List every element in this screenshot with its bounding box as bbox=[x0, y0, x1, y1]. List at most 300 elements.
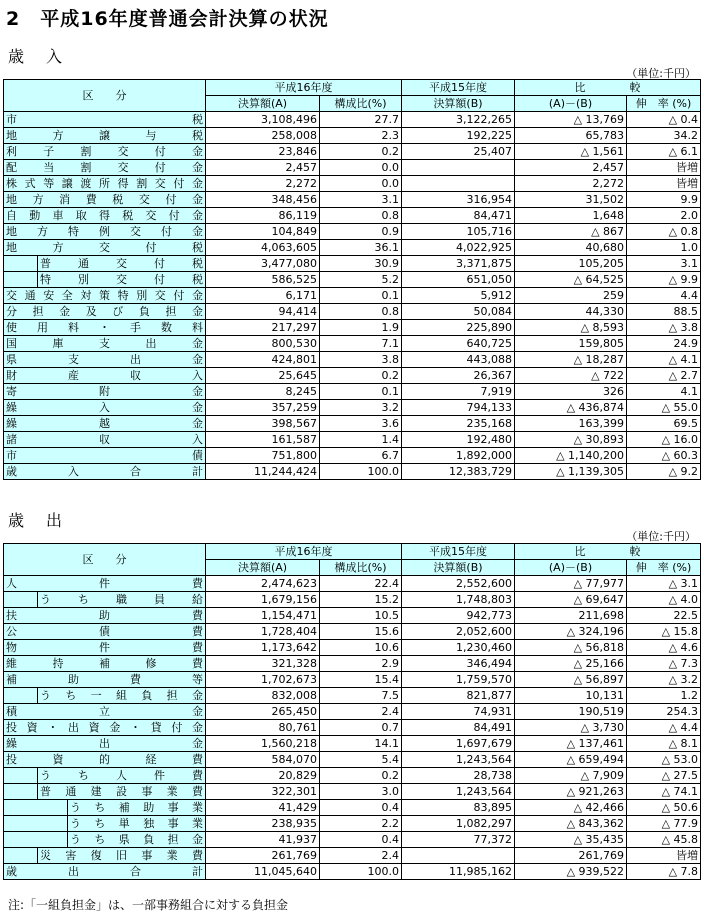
growth-cell: △ 0.8 bbox=[627, 224, 701, 240]
table-row bbox=[4, 784, 701, 800]
amount-b-cell: 1,082,297 bbox=[402, 816, 515, 832]
amount-a-header: 決算額(A) bbox=[206, 560, 320, 576]
row-label: 分担金及び負担金 bbox=[4, 304, 206, 320]
growth-cell: △ 9.9 bbox=[627, 272, 701, 288]
growth-cell: △ 27.5 bbox=[627, 768, 701, 784]
table-row bbox=[4, 208, 701, 224]
amount-a-cell: 1,154,471 bbox=[206, 608, 320, 624]
growth-cell: △ 77.9 bbox=[627, 816, 701, 832]
amount-b-cell bbox=[402, 848, 515, 864]
growth-cell: △ 50.6 bbox=[627, 800, 701, 816]
amount-a-cell: 1,702,673 bbox=[206, 672, 320, 688]
ratio-cell: 10.5 bbox=[320, 608, 402, 624]
diff-cell: △ 13,769 bbox=[515, 112, 627, 128]
diff-cell: 163,399 bbox=[515, 416, 627, 432]
ratio-cell: 10.6 bbox=[320, 640, 402, 656]
indent-spacer bbox=[4, 592, 38, 608]
fy16-header: 平成16年度 bbox=[206, 544, 402, 560]
diff-cell: 2,457 bbox=[515, 160, 627, 176]
amount-a-cell: 6,171 bbox=[206, 288, 320, 304]
amount-b-cell: 2,552,600 bbox=[402, 576, 515, 592]
diff-cell: △ 56,897 bbox=[515, 672, 627, 688]
amount-b-cell bbox=[402, 160, 515, 176]
growth-cell: △ 55.0 bbox=[627, 400, 701, 416]
table-row bbox=[4, 128, 701, 144]
amount-b-cell: 346,494 bbox=[402, 656, 515, 672]
amount-b-cell: 1,230,460 bbox=[402, 640, 515, 656]
amount-a-cell: 832,008 bbox=[206, 688, 320, 704]
amount-a-cell: 80,761 bbox=[206, 720, 320, 736]
diff-cell: △ 8,593 bbox=[515, 320, 627, 336]
growth-cell: △ 45.8 bbox=[627, 832, 701, 848]
growth-header: 伸 率 (%) bbox=[627, 96, 701, 112]
diff-cell: 65,783 bbox=[515, 128, 627, 144]
diff-cell: △ 56,818 bbox=[515, 640, 627, 656]
amount-a-header: 決算額(A) bbox=[206, 96, 320, 112]
amount-b-cell: 50,084 bbox=[402, 304, 515, 320]
table-row bbox=[4, 192, 701, 208]
amount-a-cell: 3,108,496 bbox=[206, 112, 320, 128]
amount-b-cell: 5,912 bbox=[402, 288, 515, 304]
amount-a-cell: 23,846 bbox=[206, 144, 320, 160]
table-row bbox=[4, 400, 701, 416]
growth-cell: 34.2 bbox=[627, 128, 701, 144]
ratio-cell: 0.8 bbox=[320, 304, 402, 320]
ratio-cell: 6.7 bbox=[320, 448, 402, 464]
row-label: 利子割交付金 bbox=[4, 144, 206, 160]
row-label: 維持補修費 bbox=[4, 656, 206, 672]
table-row bbox=[4, 576, 701, 592]
amount-b-cell: 28,738 bbox=[402, 768, 515, 784]
amount-b-cell: 26,367 bbox=[402, 368, 515, 384]
amount-b-cell: 192,225 bbox=[402, 128, 515, 144]
amount-b-cell: 443,088 bbox=[402, 352, 515, 368]
ratio-cell: 5.4 bbox=[320, 752, 402, 768]
ratio-cell: 0.2 bbox=[320, 144, 402, 160]
row-label: 繰入金 bbox=[4, 400, 206, 416]
diff-cell: △ 324,196 bbox=[515, 624, 627, 640]
diff-cell: △ 867 bbox=[515, 224, 627, 240]
diff-cell: △ 843,362 bbox=[515, 816, 627, 832]
amount-b-cell: 2,052,600 bbox=[402, 624, 515, 640]
diff-cell: △ 1,140,200 bbox=[515, 448, 627, 464]
growth-cell: △ 7.8 bbox=[627, 864, 701, 880]
table-row bbox=[4, 336, 701, 352]
amount-b-cell: 1,759,570 bbox=[402, 672, 515, 688]
ratio-cell: 0.1 bbox=[320, 384, 402, 400]
row-label: 地方譲与税 bbox=[4, 128, 206, 144]
amount-a-cell: 1,173,642 bbox=[206, 640, 320, 656]
amount-b-cell: 84,491 bbox=[402, 720, 515, 736]
row-label: 地方交付税 bbox=[4, 240, 206, 256]
amount-b-cell: 225,890 bbox=[402, 320, 515, 336]
amount-b-header: 決算額(B) bbox=[402, 560, 515, 576]
amount-a-cell: 25,645 bbox=[206, 368, 320, 384]
ratio-header: 構成比(%) bbox=[320, 96, 402, 112]
amount-a-cell: 104,849 bbox=[206, 224, 320, 240]
row-label: 普通交付税 bbox=[38, 256, 206, 272]
amount-a-cell: 1,728,404 bbox=[206, 624, 320, 640]
table-row bbox=[4, 640, 701, 656]
fy16-header: 平成16年度 bbox=[206, 80, 402, 96]
revenue-table bbox=[3, 79, 701, 480]
ratio-header: 構成比(%) bbox=[320, 560, 402, 576]
diff-cell: △ 64,525 bbox=[515, 272, 627, 288]
diff-cell: 40,680 bbox=[515, 240, 627, 256]
amount-a-cell: 322,301 bbox=[206, 784, 320, 800]
ratio-cell: 100.0 bbox=[320, 864, 402, 880]
ratio-cell: 15.2 bbox=[320, 592, 402, 608]
row-label: 自動車取得税交付金 bbox=[4, 208, 206, 224]
diff-cell: 211,698 bbox=[515, 608, 627, 624]
indent-spacer bbox=[4, 816, 68, 832]
amount-a-cell: 348,456 bbox=[206, 192, 320, 208]
growth-cell: 2.0 bbox=[627, 208, 701, 224]
expenditure-table bbox=[3, 543, 701, 880]
amount-a-cell: 11,045,640 bbox=[206, 864, 320, 880]
table-row bbox=[4, 160, 701, 176]
diff-cell: 2,272 bbox=[515, 176, 627, 192]
row-label: 繰越金 bbox=[4, 416, 206, 432]
table-row bbox=[4, 368, 701, 384]
diff-cell: △ 30,893 bbox=[515, 432, 627, 448]
row-label: 配当割交付金 bbox=[4, 160, 206, 176]
table-row bbox=[4, 800, 701, 816]
amount-a-cell: 2,272 bbox=[206, 176, 320, 192]
ratio-cell: 0.0 bbox=[320, 176, 402, 192]
amount-b-cell: 235,168 bbox=[402, 416, 515, 432]
amount-b-cell: 1,243,564 bbox=[402, 784, 515, 800]
ratio-cell: 0.4 bbox=[320, 800, 402, 816]
amount-a-cell: 41,429 bbox=[206, 800, 320, 816]
growth-cell: △ 4.6 bbox=[627, 640, 701, 656]
growth-cell: △ 0.4 bbox=[627, 112, 701, 128]
growth-cell: 69.5 bbox=[627, 416, 701, 432]
revenue-unit: （単位:千円） bbox=[626, 67, 696, 80]
expenditure-unit: （単位:千円） bbox=[626, 530, 696, 543]
amount-a-cell: 94,414 bbox=[206, 304, 320, 320]
table-row bbox=[4, 624, 701, 640]
table-row bbox=[4, 112, 701, 128]
amount-a-cell: 161,587 bbox=[206, 432, 320, 448]
row-label: 投資的経費 bbox=[4, 752, 206, 768]
ratio-cell: 36.1 bbox=[320, 240, 402, 256]
diff-cell: △ 7,909 bbox=[515, 768, 627, 784]
growth-header: 伸 率 (%) bbox=[627, 560, 701, 576]
ratio-cell: 0.2 bbox=[320, 768, 402, 784]
growth-cell: △ 3.8 bbox=[627, 320, 701, 336]
amount-b-cell: 192,480 bbox=[402, 432, 515, 448]
amount-a-cell: 261,769 bbox=[206, 848, 320, 864]
growth-cell: △ 16.0 bbox=[627, 432, 701, 448]
diff-cell: △ 35,435 bbox=[515, 832, 627, 848]
growth-cell: 22.5 bbox=[627, 608, 701, 624]
compare-header: 比 較 bbox=[515, 80, 701, 96]
diff-cell: △ 722 bbox=[515, 368, 627, 384]
diff-cell: 190,519 bbox=[515, 704, 627, 720]
table-row bbox=[4, 848, 701, 864]
ratio-cell: 2.3 bbox=[320, 128, 402, 144]
ratio-cell: 30.9 bbox=[320, 256, 402, 272]
ratio-cell: 2.9 bbox=[320, 656, 402, 672]
growth-cell: 4.4 bbox=[627, 288, 701, 304]
table-row bbox=[4, 432, 701, 448]
table-row bbox=[4, 304, 701, 320]
table-row bbox=[4, 656, 701, 672]
row-label: 積立金 bbox=[4, 704, 206, 720]
amount-a-cell: 321,328 bbox=[206, 656, 320, 672]
growth-cell: △ 74.1 bbox=[627, 784, 701, 800]
ratio-cell: 0.7 bbox=[320, 720, 402, 736]
row-label: 特別交付税 bbox=[38, 272, 206, 288]
ratio-cell: 3.8 bbox=[320, 352, 402, 368]
amount-a-cell: 2,474,623 bbox=[206, 576, 320, 592]
table-row bbox=[4, 752, 701, 768]
diff-cell: 31,502 bbox=[515, 192, 627, 208]
ratio-cell: 15.4 bbox=[320, 672, 402, 688]
ratio-cell: 1.4 bbox=[320, 432, 402, 448]
growth-cell: △ 15.8 bbox=[627, 624, 701, 640]
amount-b-cell: 74,931 bbox=[402, 704, 515, 720]
fy15-header: 平成15年度 bbox=[402, 544, 515, 560]
diff-cell: △ 42,466 bbox=[515, 800, 627, 816]
diff-cell: △ 77,977 bbox=[515, 576, 627, 592]
amount-a-cell: 584,070 bbox=[206, 752, 320, 768]
amount-b-cell: 640,725 bbox=[402, 336, 515, 352]
table-row bbox=[4, 272, 701, 288]
row-label: 災害復旧事業費 bbox=[38, 848, 206, 864]
row-label: 地方消費税交付金 bbox=[4, 192, 206, 208]
diff-cell: △ 18,287 bbox=[515, 352, 627, 368]
growth-cell: 皆増 bbox=[627, 160, 701, 176]
row-label: 普通建設事業費 bbox=[38, 784, 206, 800]
ratio-cell: 0.0 bbox=[320, 160, 402, 176]
indent-spacer bbox=[4, 848, 38, 864]
ratio-cell: 27.7 bbox=[320, 112, 402, 128]
indent-spacer bbox=[4, 272, 38, 288]
diff-cell: 44,330 bbox=[515, 304, 627, 320]
indent-spacer bbox=[4, 832, 68, 848]
diff-header: (A)－(B) bbox=[515, 560, 627, 576]
table-row bbox=[4, 688, 701, 704]
ratio-cell: 2.2 bbox=[320, 816, 402, 832]
growth-cell: 254.3 bbox=[627, 704, 701, 720]
ratio-cell: 15.6 bbox=[320, 624, 402, 640]
ratio-cell: 0.1 bbox=[320, 288, 402, 304]
ratio-cell: 0.9 bbox=[320, 224, 402, 240]
amount-b-cell: 794,133 bbox=[402, 400, 515, 416]
diff-cell: △ 436,874 bbox=[515, 400, 627, 416]
growth-cell: △ 53.0 bbox=[627, 752, 701, 768]
table-row bbox=[4, 832, 701, 848]
row-label: 寄附金 bbox=[4, 384, 206, 400]
diff-cell: 159,805 bbox=[515, 336, 627, 352]
amount-a-cell: 265,450 bbox=[206, 704, 320, 720]
ratio-cell: 100.0 bbox=[320, 464, 402, 480]
table-row bbox=[4, 384, 701, 400]
category-header: 区 分 bbox=[4, 80, 206, 112]
row-label: うち補助事業 bbox=[68, 800, 206, 816]
ratio-cell: 3.2 bbox=[320, 400, 402, 416]
growth-cell: △ 3.2 bbox=[627, 672, 701, 688]
amount-b-cell: 1,748,803 bbox=[402, 592, 515, 608]
table-row bbox=[4, 592, 701, 608]
table-row bbox=[4, 608, 701, 624]
growth-cell: △ 60.3 bbox=[627, 448, 701, 464]
growth-cell: 9.9 bbox=[627, 192, 701, 208]
table-row bbox=[4, 464, 701, 480]
table-row bbox=[4, 736, 701, 752]
growth-cell: △ 4.1 bbox=[627, 352, 701, 368]
category-header: 区 分 bbox=[4, 544, 206, 576]
indent-spacer bbox=[4, 768, 38, 784]
diff-cell: △ 137,461 bbox=[515, 736, 627, 752]
amount-a-cell: 1,679,156 bbox=[206, 592, 320, 608]
row-label: 市債 bbox=[4, 448, 206, 464]
amount-b-cell: 7,919 bbox=[402, 384, 515, 400]
diff-cell: △ 69,647 bbox=[515, 592, 627, 608]
amount-a-cell: 357,259 bbox=[206, 400, 320, 416]
growth-cell: △ 6.1 bbox=[627, 144, 701, 160]
diff-cell: △ 659,494 bbox=[515, 752, 627, 768]
ratio-cell: 2.4 bbox=[320, 848, 402, 864]
growth-cell: 1.2 bbox=[627, 688, 701, 704]
amount-b-cell: 83,895 bbox=[402, 800, 515, 816]
amount-a-cell: 238,935 bbox=[206, 816, 320, 832]
row-label: 繰出金 bbox=[4, 736, 206, 752]
amount-b-cell: 84,471 bbox=[402, 208, 515, 224]
row-label: 地方特例交付金 bbox=[4, 224, 206, 240]
footnote: 注:「一組負担金」は、一部事務組合に対する負担金 bbox=[8, 898, 289, 912]
indent-spacer bbox=[4, 688, 38, 704]
growth-cell: △ 3.1 bbox=[627, 576, 701, 592]
table-row bbox=[4, 224, 701, 240]
diff-cell: 261,769 bbox=[515, 848, 627, 864]
table-row bbox=[4, 416, 701, 432]
row-label: 補助費等 bbox=[4, 672, 206, 688]
diff-cell: △ 939,522 bbox=[515, 864, 627, 880]
amount-b-cell: 316,954 bbox=[402, 192, 515, 208]
amount-b-cell: 4,022,925 bbox=[402, 240, 515, 256]
table-row bbox=[4, 176, 701, 192]
ratio-cell: 0.2 bbox=[320, 368, 402, 384]
amount-a-cell: 586,525 bbox=[206, 272, 320, 288]
row-label: 交通安全対策特別交付金 bbox=[4, 288, 206, 304]
row-label: 株式等譲渡所得割交付金 bbox=[4, 176, 206, 192]
growth-cell: △ 4.0 bbox=[627, 592, 701, 608]
row-label: 扶助費 bbox=[4, 608, 206, 624]
table-row bbox=[4, 144, 701, 160]
amount-b-cell bbox=[402, 176, 515, 192]
amount-a-cell: 751,800 bbox=[206, 448, 320, 464]
amount-a-cell: 217,297 bbox=[206, 320, 320, 336]
ratio-cell: 7.1 bbox=[320, 336, 402, 352]
table-row bbox=[4, 768, 701, 784]
amount-a-cell: 1,560,218 bbox=[206, 736, 320, 752]
table-row bbox=[4, 288, 701, 304]
row-label: 使用料・手数料 bbox=[4, 320, 206, 336]
diff-cell: △ 25,166 bbox=[515, 656, 627, 672]
diff-cell: △ 1,139,305 bbox=[515, 464, 627, 480]
row-label: 歳入合計 bbox=[4, 464, 206, 480]
growth-cell: △ 7.3 bbox=[627, 656, 701, 672]
growth-cell: △ 9.2 bbox=[627, 464, 701, 480]
table-row bbox=[4, 320, 701, 336]
amount-a-cell: 41,937 bbox=[206, 832, 320, 848]
growth-cell: △ 8.1 bbox=[627, 736, 701, 752]
row-label: 投資・出資金・貸付金 bbox=[4, 720, 206, 736]
growth-cell: 皆増 bbox=[627, 176, 701, 192]
ratio-cell: 3.6 bbox=[320, 416, 402, 432]
diff-cell: 259 bbox=[515, 288, 627, 304]
amount-b-cell: 11,985,162 bbox=[402, 864, 515, 880]
row-label: 人件費 bbox=[4, 576, 206, 592]
growth-cell: 皆増 bbox=[627, 848, 701, 864]
table-row bbox=[4, 240, 701, 256]
page-title: 2 平成16年度普通会計決算の状況 bbox=[6, 8, 329, 30]
amount-a-cell: 258,008 bbox=[206, 128, 320, 144]
diff-cell: △ 921,263 bbox=[515, 784, 627, 800]
row-label: 物件費 bbox=[4, 640, 206, 656]
amount-a-cell: 4,063,605 bbox=[206, 240, 320, 256]
row-label: 歳出合計 bbox=[4, 864, 206, 880]
row-label: 国庫支出金 bbox=[4, 336, 206, 352]
amount-a-cell: 11,244,424 bbox=[206, 464, 320, 480]
indent-spacer bbox=[4, 800, 68, 816]
ratio-cell: 7.5 bbox=[320, 688, 402, 704]
table-row bbox=[4, 256, 701, 272]
amount-a-cell: 2,457 bbox=[206, 160, 320, 176]
amount-b-header: 決算額(B) bbox=[402, 96, 515, 112]
amount-b-cell: 1,892,000 bbox=[402, 448, 515, 464]
amount-b-cell: 651,050 bbox=[402, 272, 515, 288]
ratio-cell: 14.1 bbox=[320, 736, 402, 752]
amount-b-cell: 105,716 bbox=[402, 224, 515, 240]
amount-b-cell: 77,372 bbox=[402, 832, 515, 848]
amount-a-cell: 800,530 bbox=[206, 336, 320, 352]
compare-header: 比 較 bbox=[515, 544, 701, 560]
ratio-cell: 0.8 bbox=[320, 208, 402, 224]
row-label: 市税 bbox=[4, 112, 206, 128]
amount-a-cell: 424,801 bbox=[206, 352, 320, 368]
table-row bbox=[4, 672, 701, 688]
table-row bbox=[4, 816, 701, 832]
ratio-cell: 22.4 bbox=[320, 576, 402, 592]
amount-b-cell: 3,122,265 bbox=[402, 112, 515, 128]
row-label: うち人件費 bbox=[38, 768, 206, 784]
diff-cell: 10,131 bbox=[515, 688, 627, 704]
diff-cell: 105,205 bbox=[515, 256, 627, 272]
ratio-cell: 5.2 bbox=[320, 272, 402, 288]
amount-b-cell: 942,773 bbox=[402, 608, 515, 624]
amount-a-cell: 86,119 bbox=[206, 208, 320, 224]
growth-cell: 24.9 bbox=[627, 336, 701, 352]
table-row bbox=[4, 864, 701, 880]
amount-a-cell: 8,245 bbox=[206, 384, 320, 400]
row-label: うち単独事業 bbox=[68, 816, 206, 832]
amount-a-cell: 20,829 bbox=[206, 768, 320, 784]
expenditure-heading: 歳 出 bbox=[8, 511, 66, 530]
row-label: 公債費 bbox=[4, 624, 206, 640]
growth-cell: 3.1 bbox=[627, 256, 701, 272]
growth-cell: △ 4.4 bbox=[627, 720, 701, 736]
amount-b-cell: 25,407 bbox=[402, 144, 515, 160]
row-label: うち職員給 bbox=[38, 592, 206, 608]
amount-b-cell: 821,877 bbox=[402, 688, 515, 704]
indent-spacer bbox=[4, 256, 38, 272]
table-row bbox=[4, 720, 701, 736]
row-label: 県支出金 bbox=[4, 352, 206, 368]
